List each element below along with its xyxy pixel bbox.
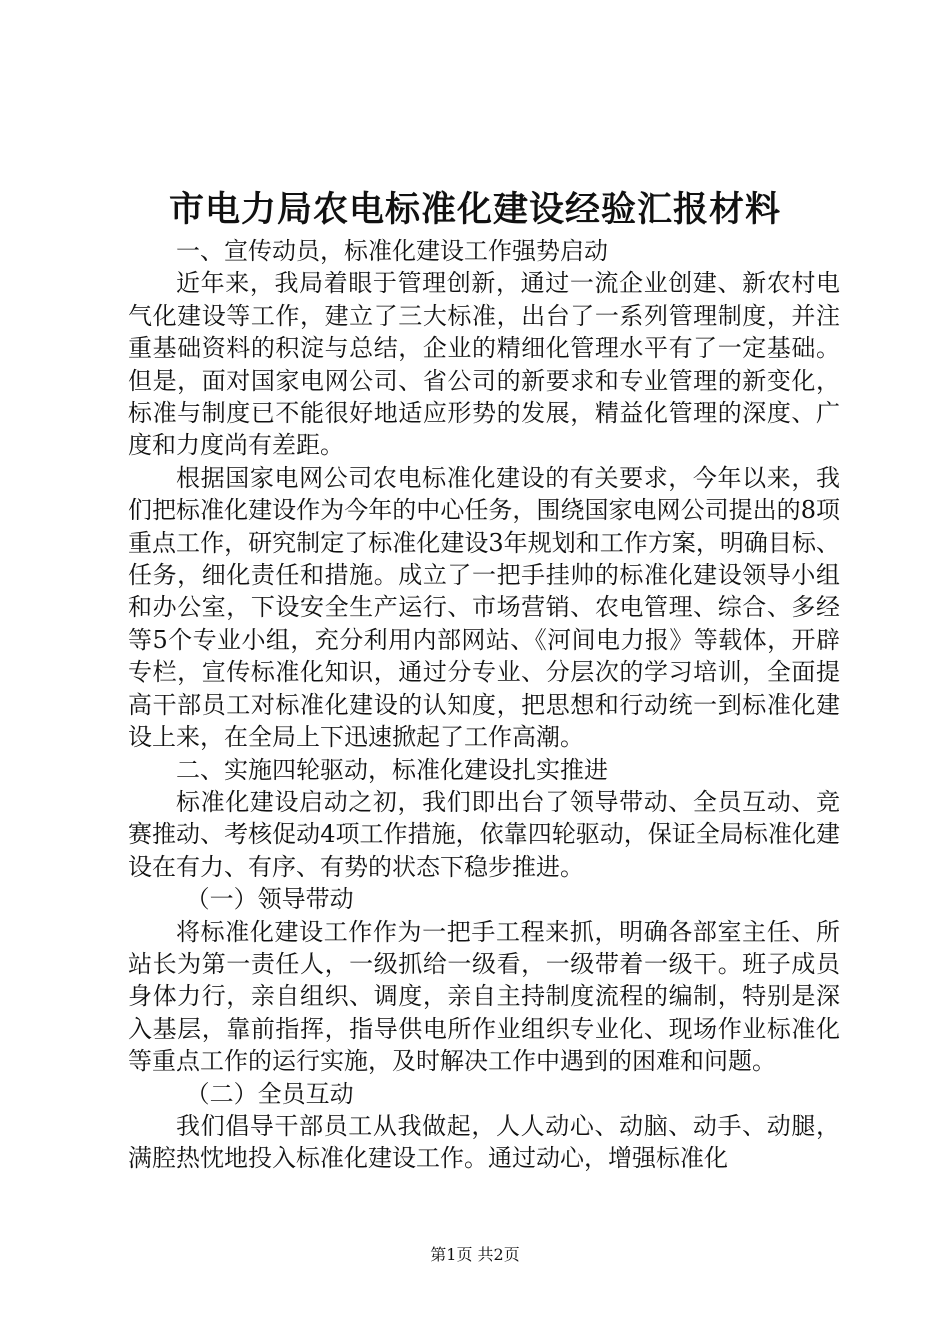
document-title: 市电力局农电标准化建设经验汇报材料: [168, 189, 781, 230]
subsection-heading-2: （二）全员互动: [185, 1079, 354, 1108]
section-heading-1: 一、宣传动员，标准化建设工作强势启动: [176, 237, 608, 265]
paragraph-3: 标准化建设启动之初，我们即出台了领导带动、全员互动、竞赛推动、考核促动4项工作措施，依靠四轮驱动，保证全局标准化建设在有力、有序、有势的状态下稳步推进。: [128, 787, 840, 881]
paragraph-2: 根据国家电网公司农电标准化建设的有关要求，今年以来，我们把标准化建设作为今年的中心任务，围绕国家电网公司提出的8项重点工作，研究制定了标准化建设3年规划和工作方案，明确目标、任务，细化责任和措施。成立了一把手挂帅的标准化建设领导小组和办公室，下设安全生产运行、市场营销、农电管理、综合、多经等5个专业小组，充分利用内部网站、《河间电力报》等载体，开辟专栏，宣传标准化知识，通过分专业、分层次的学习培训，全面提高干部员工对标准化建设的认知度，把思想和行动统一到标准化建设上来，在全局上下迅速掀起了工作高潮。: [128, 463, 840, 752]
paragraph-5: 我们倡导干部员工从我做起，人人动心、动脑、动手、动腿，满腔热忱地投入标准化建设工作。通过动心，增强标准化: [128, 1111, 840, 1173]
subsection-heading-1: （一）领导带动: [185, 885, 354, 914]
paragraph-1: 近年来，我局着眼于管理创新，通过一流企业创建、新农村电气化建设等工作，建立了三大标准，出台了一系列管理制度，并注重基础资料的积淀与总结，企业的精细化管理水平有了一定基础。但是，面对国家电网公司、省公司的新要求和专业管理的新变化，标准与制度已不能很好地适应形势的发展，精益化管理的深度、广度和力度尚有差距。: [128, 269, 840, 460]
paragraph-4: 将标准化建设工作作为一把手工程来抓，明确各部室主任、所站长为第一责任人，一级抓给一级看，一级带着一级干。班子成员身体力行，亲自组织、调度，亲自主持制度流程的编制，特别是深入基层，靠前指挥，指导供电所作业组织专业化、现场作业标准化等重点工作的运行实施，及时解决工作中遇到的困难和问题。: [128, 917, 840, 1076]
page-footer: 第1页 共2页: [430, 1245, 520, 1264]
section-heading-2: 二、实施四轮驱动，标准化建设扎实推进: [176, 755, 608, 784]
document-body: [128, 235, 840, 1175]
